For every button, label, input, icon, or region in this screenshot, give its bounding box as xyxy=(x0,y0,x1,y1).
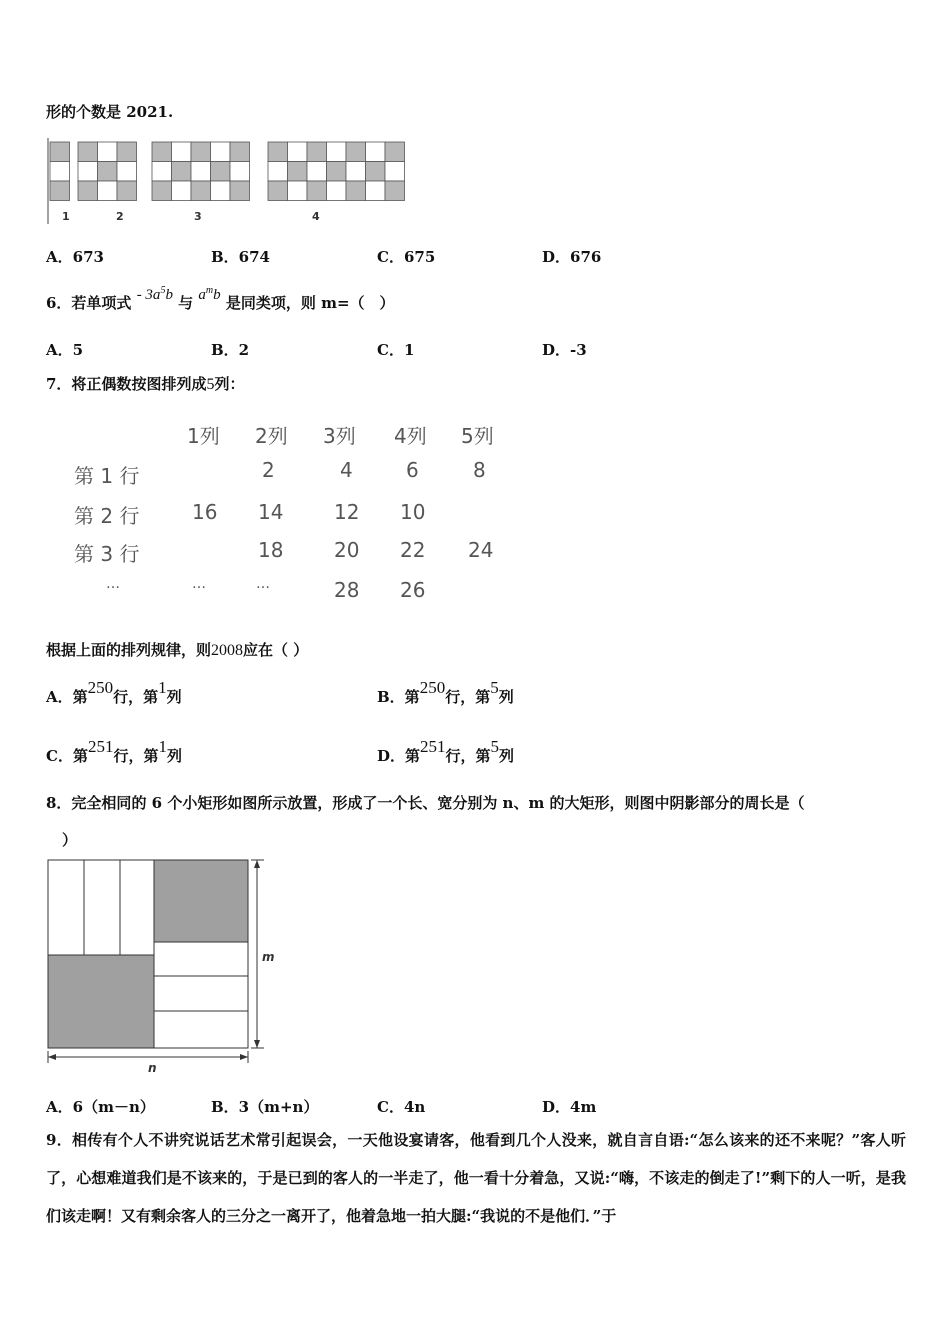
shaded-rect-bottom xyxy=(48,955,154,1048)
pattern-square xyxy=(346,142,366,162)
q8-option-d: D．4m xyxy=(542,1098,597,1116)
q8-close-paren: ） xyxy=(62,831,78,849)
pattern-square xyxy=(98,181,118,201)
q5-option-d: D．676 xyxy=(542,248,602,266)
pattern-square xyxy=(346,181,366,201)
pattern-square xyxy=(172,162,192,182)
pattern-square xyxy=(152,181,172,201)
pattern-square xyxy=(230,142,250,162)
table-cell: 20 xyxy=(334,538,360,562)
pattern-square xyxy=(366,162,386,182)
table-cell: 4 xyxy=(340,458,353,482)
pattern-square xyxy=(327,142,347,162)
pattern-square xyxy=(117,142,137,162)
pattern-square xyxy=(211,162,231,182)
intro-line: 形的个数是 2021. xyxy=(46,103,174,121)
fig-label-1: 1 xyxy=(62,210,70,223)
q5-option-b: B．674 xyxy=(211,248,270,266)
pattern-square xyxy=(152,142,172,162)
pattern-square xyxy=(117,181,137,201)
table-cell: 22 xyxy=(400,538,426,562)
pattern-square xyxy=(191,142,211,162)
pattern-square xyxy=(211,142,231,162)
q7-option-d: D．第251行，第5列 xyxy=(377,737,515,765)
table-header: 1列 xyxy=(187,424,220,448)
table-cell: 8 xyxy=(473,458,486,482)
q7-option-b: B．第250行，第5列 xyxy=(377,678,514,706)
pattern-square xyxy=(50,142,70,162)
pattern-figure xyxy=(44,136,434,226)
row-label: 第 2 行 xyxy=(74,504,140,528)
pattern-square xyxy=(211,181,231,201)
pattern-square xyxy=(98,142,118,162)
pattern-square xyxy=(172,142,192,162)
pattern-square xyxy=(230,181,250,201)
table-cell: … xyxy=(192,576,206,592)
q6-option-b: B．2 xyxy=(211,341,250,359)
row-label: … xyxy=(106,576,120,592)
q5-option-a: A．673 xyxy=(46,248,104,266)
pattern-square xyxy=(346,162,366,182)
table-cell: … xyxy=(256,576,270,592)
q6-option-d: D．-3 xyxy=(542,341,587,359)
table-header: 3列 xyxy=(323,424,356,448)
q8-option-c: C．4n xyxy=(377,1098,426,1116)
pattern-square xyxy=(366,142,386,162)
pattern-square xyxy=(268,162,288,182)
pattern-square xyxy=(385,142,405,162)
pattern-square xyxy=(191,162,211,182)
q6-monomial-1: - $3a^5b$ xyxy=(136,285,173,303)
pattern-square xyxy=(385,162,405,182)
pattern-square xyxy=(78,181,98,201)
pattern-square xyxy=(288,162,308,182)
pattern-square xyxy=(230,162,250,182)
q7-rule: 根据上面的排列规律，则2008应在（ ） xyxy=(46,641,309,659)
q7-question: 7．将正偶数按图排列成5列： xyxy=(46,375,245,393)
table-cell: 24 xyxy=(468,538,494,562)
row-label: 第 1 行 xyxy=(74,464,140,488)
even-number-table xyxy=(60,412,520,612)
q6-mid: 与 xyxy=(178,294,194,312)
pattern-square xyxy=(117,162,137,182)
label-n: n xyxy=(148,1061,157,1075)
q6-prefix: 6．若单项式 xyxy=(46,294,132,312)
pattern-square xyxy=(327,162,347,182)
pattern-square xyxy=(78,142,98,162)
shaded-rect-top xyxy=(154,860,248,942)
pattern-square xyxy=(78,162,98,182)
pattern-square xyxy=(327,181,347,201)
q6-question xyxy=(46,285,395,313)
q6-suffix: 是同类项，则 m=（ ） xyxy=(225,294,395,312)
table-cell: 14 xyxy=(258,500,284,524)
pattern-square xyxy=(307,181,327,201)
rectangle-figure xyxy=(44,855,284,1077)
q9-question: 9．相传有个人不讲究说话艺术常引起误会，一天他设宴请客，他看到几个人没来，就自言自语:“怎么该来的还不来呢？”客人听了，心想难道我们是不该来的，于是已到的客人的一半走了，他一看十分着急，又说:“嗨，不该走的倒走了!”剩下的人一听，是我们该走啊！又有剩余客人的三分之一离开了，他着急地一拍大腿:“我说的不是他们．”于 xyxy=(46,1131,906,1225)
pattern-square xyxy=(268,181,288,201)
row-label: 第 3 行 xyxy=(74,542,140,566)
pattern-square xyxy=(366,181,386,201)
q6-monomial-2: $a^mb$ xyxy=(198,285,221,303)
table-cell: 16 xyxy=(192,500,218,524)
pattern-square xyxy=(172,181,192,201)
pattern-square xyxy=(191,181,211,201)
pattern-square xyxy=(307,142,327,162)
q7-option-a: A．第250行，第1列 xyxy=(46,678,182,706)
pattern-square xyxy=(288,142,308,162)
q8-question: 8．完全相同的 6 个小矩形如图所示放置，形成了一个长、宽分别为 n、m 的大矩形，则图中阴影部分的周长是（ xyxy=(46,794,805,812)
pattern-square xyxy=(385,181,405,201)
table-cell: 2 xyxy=(262,458,275,482)
q6-option-a: A．5 xyxy=(46,341,84,359)
table-cell: 10 xyxy=(400,500,426,524)
table-cell: 12 xyxy=(334,500,360,524)
table-cell: 6 xyxy=(406,458,419,482)
table-header: 5列 xyxy=(461,424,494,448)
table-cell: 28 xyxy=(334,578,360,602)
q5-option-c: C．675 xyxy=(377,248,436,266)
fig-label-3: 3 xyxy=(194,210,202,223)
pattern-square xyxy=(307,162,327,182)
pattern-square xyxy=(98,162,118,182)
pattern-square xyxy=(268,142,288,162)
q6-option-c: C．1 xyxy=(377,341,415,359)
label-m: m xyxy=(262,950,275,964)
pattern-square xyxy=(152,162,172,182)
pattern-square xyxy=(50,162,70,182)
table-header: 4列 xyxy=(394,424,427,448)
pattern-square xyxy=(50,181,70,201)
table-header: 2列 xyxy=(255,424,288,448)
table-cell: 26 xyxy=(400,578,426,602)
pattern-square xyxy=(288,181,308,201)
fig-label-4: 4 xyxy=(312,210,320,223)
fig-label-2: 2 xyxy=(116,210,124,223)
q7-option-c: C．第251行，第1列 xyxy=(46,737,182,765)
q8-option-a: A．6（m－n） xyxy=(46,1098,155,1116)
table-cell: 18 xyxy=(258,538,284,562)
q8-option-b: B．3（m+n） xyxy=(211,1098,319,1116)
